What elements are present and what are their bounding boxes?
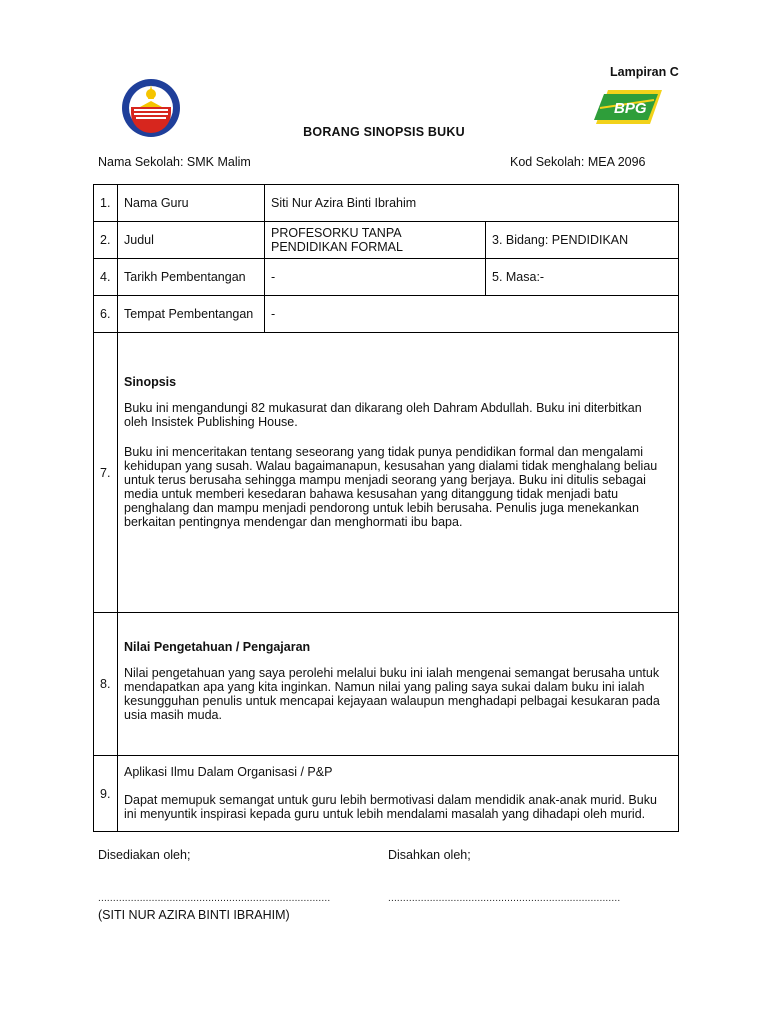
row-number: 4.	[94, 259, 118, 296]
table-row	[94, 259, 679, 296]
field-bidang: 3. Bidang: PENDIDIKAN	[486, 222, 679, 259]
values-cell	[118, 613, 679, 756]
application-paragraph: Dapat memupuk semangat untuk guru lebih bermotivasi dalam mendidik anak-anak murid. Buku ini menyuntik inspirasi kepada guru untuk lebih mendalami masalah yang dihadapi oleh murid.	[124, 793, 657, 821]
application-heading: Aplikasi Ilmu Dalam Organisasi / P&P	[124, 765, 333, 779]
synopsis-cell	[118, 333, 679, 613]
signer-name: (SITI NUR AZIRA BINTI IBRAHIM)	[98, 908, 290, 922]
row-number: 6.	[94, 296, 118, 333]
values-heading: Nilai Pengetahuan / Pengajaran	[124, 640, 311, 654]
lampiran-label: Lampiran C	[610, 65, 679, 79]
signature-line-approved: ..............................................................................	[388, 893, 621, 904]
synopsis-form-table	[93, 184, 679, 832]
table-row	[94, 333, 679, 613]
bpg-logo	[594, 88, 662, 126]
table-row	[94, 222, 679, 259]
table-row	[94, 296, 679, 333]
synopsis-paragraph-1: Buku ini mengandungi 82 mukasurat dan dikarang oleh Dahram Abdullah. Buku ini diterbitkan oleh Insistek Publishing House.	[124, 401, 642, 429]
synopsis-paragraph-2: Buku ini menceritakan tentang seseorang yang tidak punya pendidikan formal dan mengalami kehidupan yang susah. Walau bagaimanapun, kesusahan yang dialami tidak menghalang beliau untuk terus berusaha sehingga mampu menjadi seorang yang berjaya. Buku ini ditulis sebagai media untuk memberi kesedaran bahawa kesusahan yang ditanggung tidak menjadi batu penghalang dan mampu menjadi pendorong untuk lebih berusaha. Penulis juga menekankan berkaitan pentingnya mendengar dan menghormati ibu bapa.	[124, 445, 658, 529]
field-label-teacher-name: Nama Guru	[118, 185, 265, 222]
field-label-title: Judul	[118, 222, 265, 259]
prepared-by-label: Disediakan oleh;	[98, 848, 191, 862]
teacher-name-value: Siti Nur Azira Binti Ibrahim	[265, 185, 679, 222]
form-title: BORANG SINOPSIS BUKU	[303, 125, 465, 139]
synopsis-heading: Sinopsis	[124, 375, 177, 389]
school-name: Nama Sekolah: SMK Malim	[98, 155, 251, 169]
presentation-venue-value: -	[265, 296, 679, 333]
row-number: 1.	[94, 185, 118, 222]
row-number: 2.	[94, 222, 118, 259]
table-row	[94, 185, 679, 222]
book-title-value: PROFESORKU TANPA PENDIDIKAN FORMAL	[265, 222, 486, 259]
school-code: Kod Sekolah: MEA 2096	[510, 155, 646, 169]
field-label-presentation-venue: Tempat Pembentangan	[118, 296, 265, 333]
application-cell	[118, 756, 679, 832]
table-row	[94, 756, 679, 832]
values-paragraph: Nilai pengetahuan yang saya perolehi melalui buku ini ialah mengenai semangat berusaha untuk mendapatkan apa yang kita inginkan. Namun nilai yang paling saya sukai dalam buku ini ialah kesungguhan penulis untuk mencapai kejayaan walaupun menghadapi pelbagai kesukaran pada usia masih muda.	[124, 666, 660, 722]
field-label-presentation-date: Tarikh Pembentangan	[118, 259, 265, 296]
row-number: 7.	[94, 333, 118, 613]
row-number: 9.	[94, 756, 118, 832]
row-number: 8.	[94, 613, 118, 756]
approved-by-label: Disahkan oleh;	[388, 848, 471, 862]
signature-line-prepared: ..............................................................................	[98, 893, 331, 904]
field-masa: 5. Masa:-	[486, 259, 679, 296]
table-row	[94, 613, 679, 756]
presentation-date-value: -	[265, 259, 486, 296]
svg-text:BPG: BPG	[614, 100, 647, 117]
